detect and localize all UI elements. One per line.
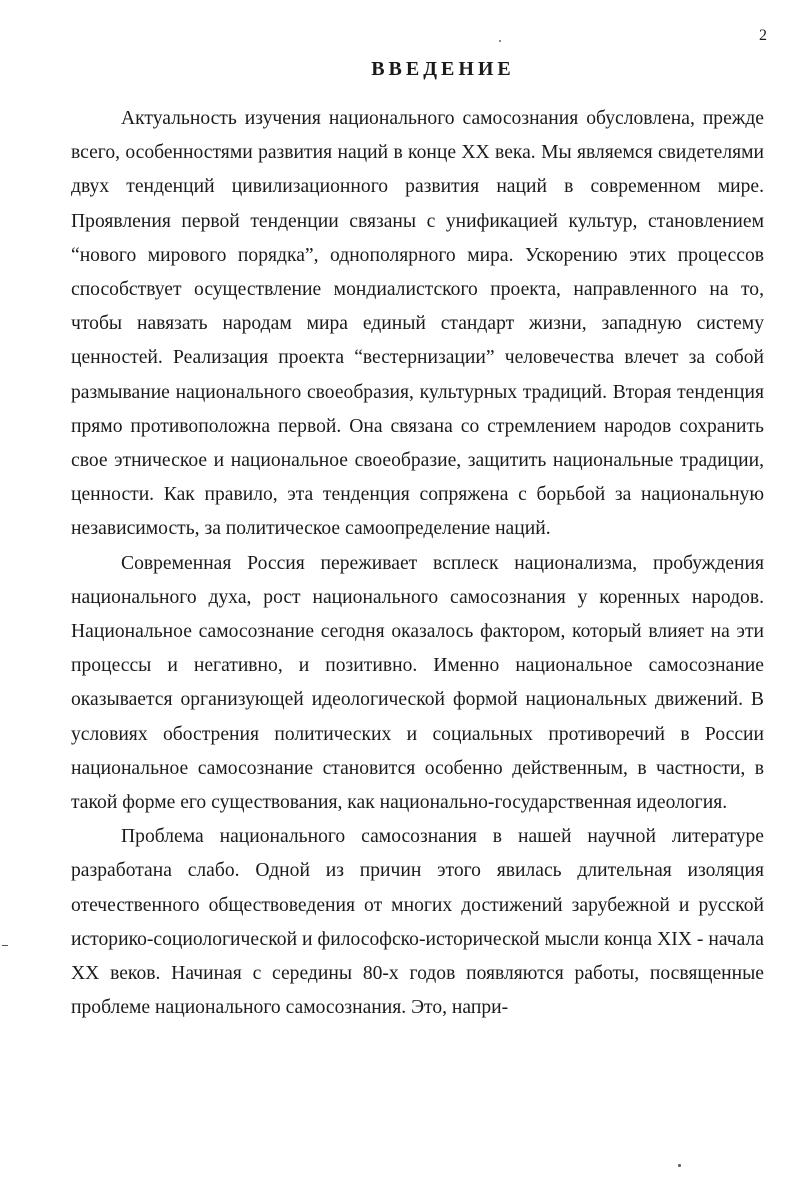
paragraph-3: Проблема национального самосознания в нашей научной литературе разработана слабо. Одной из причин этого явилась длительная изоляция отечественного обществоведения от многих достижений зарубежной и русской историко-социологической и философско-исторической мысли конца XIX - начала XX веков. Начиная с середины 80-х годов появляются работы, посвященные проблеме национального самосознания. Это, напри-: [71, 826, 764, 1019]
scan-speck: [499, 40, 501, 42]
scan-speck: [678, 1164, 681, 1167]
paragraph-2: Современная Россия переживает всплеск национализма, пробуждения национального духа, рост национального самосознания у коренных народов. Национальное самосознание сегодня оказалось фактором, который влияет на эти процессы и негативно, и позитивно. Именно национальное самосознание оказывается организующей идеологической формой национальных движений. В условиях обострения политических и социальных противоречий в России национальное самосознание становится особенно действенным, в частности, в такой форме его существования, как национально-государственная идеология.: [71, 552, 764, 814]
scan-margin-mark: [2, 945, 8, 946]
body-text: [71, 102, 764, 1025]
page-title: ВВЕДЕНИЕ: [371, 58, 515, 80]
page-number: 2: [759, 27, 767, 44]
paragraph-1: Актуальность изучения национального самосознания обусловлена, прежде всего, особенностями развития наций в конце XX века. Мы являемся свидетелями двух тенденций цивилизационного развития наций в современном мире. Проявления первой тенденции связаны с унификацией культур, становлением “нового мирового порядка”, однополярного мира. Ускорению этих процессов способствует осуществление мондиалистского проекта, направленного на то, чтобы навязать народам мира единый стандарт жизни, западную систему ценностей. Реализация проекта “вестернизации” человечества влечет за собой размывание национального своеобразия, культурных традиций. Вторая тенденция прямо противоположна первой. Она связана со стремлением народов сохранить свое этническое и национальное своеобразие, защитить национальные традиции, ценности. Как правило, эта тенденция сопряжена с борьбой за национальную независимость, за политическое самоопределение наций.: [71, 108, 764, 540]
